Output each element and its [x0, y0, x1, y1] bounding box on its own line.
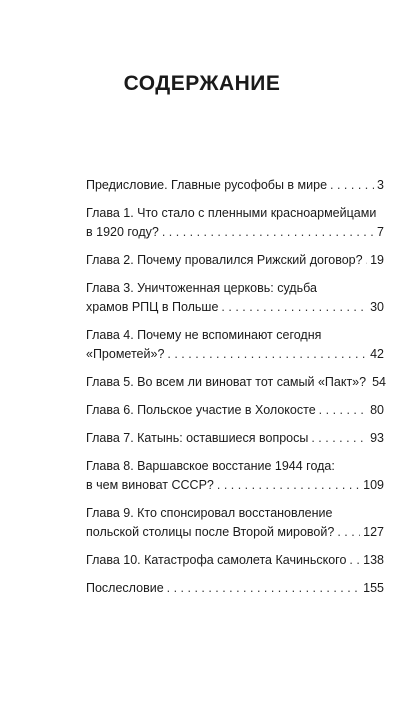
- dot-leader: [319, 401, 367, 420]
- toc-entry-line: [86, 279, 384, 298]
- toc-entry[interactable]: [86, 551, 384, 570]
- toc-entry-line: [86, 523, 384, 542]
- dot-leader: [167, 579, 360, 598]
- toc-entry-line: [86, 204, 384, 223]
- toc-entry-title: Глава 10. Катастрофа самолета Качиньского: [86, 553, 347, 567]
- toc-entry[interactable]: [86, 326, 384, 364]
- toc-page-number: 3: [377, 178, 384, 192]
- toc-entry[interactable]: [86, 457, 384, 495]
- toc-entry-line: [86, 579, 384, 598]
- toc-entry-title: Глава 1. Что стало с пленными красноармейцами: [86, 206, 377, 220]
- toc-entry-line: [86, 551, 384, 570]
- toc-entry[interactable]: [86, 279, 384, 317]
- toc-entry[interactable]: [86, 373, 384, 392]
- toc-entry-title: Глава 2. Почему провалился Рижский договор?: [86, 253, 363, 267]
- dot-leader: [366, 251, 368, 270]
- toc-entry-line: [86, 298, 384, 317]
- toc-entry-title: Глава 7. Катынь: оставшиеся вопросы: [86, 431, 309, 445]
- dot-leader: [337, 523, 360, 542]
- dot-leader: [349, 551, 360, 570]
- table-of-contents: [86, 176, 384, 607]
- dot-leader: [221, 298, 367, 317]
- toc-page-number: 127: [363, 525, 384, 539]
- toc-entry-title: храмов РПЦ в Польше: [86, 300, 219, 314]
- toc-page-number: 109: [363, 478, 384, 492]
- toc-entry-title: Глава 8. Варшавское восстание 1944 года:: [86, 459, 335, 473]
- toc-entry-title: Глава 3. Уничтоженная церковь: судьба: [86, 281, 317, 295]
- toc-entry-line: [86, 223, 384, 242]
- toc-entry-title: в 1920 году?: [86, 225, 159, 239]
- dot-leader: [311, 429, 367, 448]
- toc-entry-title: Послесловие: [86, 581, 164, 595]
- toc-entry[interactable]: [86, 401, 384, 420]
- toc-page-number: 7: [377, 225, 384, 239]
- toc-entry-line: [86, 504, 384, 523]
- toc-entry-line: [86, 457, 384, 476]
- toc-entry-line: [86, 476, 384, 495]
- toc-entry-title: «Прометей»?: [86, 347, 165, 361]
- toc-entry-line: [86, 251, 384, 270]
- toc-entry-title: Предисловие. Главные русофобы в мире: [86, 178, 328, 192]
- toc-entry-title: польской столицы после Второй мировой?: [86, 525, 335, 539]
- toc-page-number: 54: [372, 375, 386, 389]
- page-title: СОДЕРЖАНИЕ: [123, 72, 281, 95]
- toc-entry-title: в чем виноват СССР?: [86, 478, 214, 492]
- toc-entry-line: [86, 373, 384, 392]
- toc-entry[interactable]: [86, 176, 384, 195]
- toc-entry-line: [86, 176, 384, 195]
- toc-entry[interactable]: [86, 204, 384, 242]
- toc-entry-title: Глава 9. Кто спонсировал восстановление: [86, 506, 333, 520]
- toc-page-number: 93: [370, 431, 384, 445]
- toc-entry[interactable]: [86, 251, 384, 270]
- toc-entry[interactable]: [86, 429, 384, 448]
- toc-page-number: 155: [363, 581, 384, 595]
- toc-entry[interactable]: [86, 579, 384, 598]
- toc-page-number: 30: [370, 300, 384, 314]
- dot-leader: [217, 476, 360, 495]
- toc-entry-line: [86, 326, 384, 345]
- dot-leader: [330, 176, 374, 195]
- dot-leader: [167, 345, 367, 364]
- toc-entry-title: Глава 4. Почему не вспоминают сегодня: [86, 328, 322, 342]
- toc-entry[interactable]: [86, 504, 384, 542]
- toc-entry-line: [86, 401, 384, 420]
- toc-entry-title: Глава 5. Во всем ли виноват тот самый «Пакт»?: [86, 375, 367, 389]
- toc-entry-line: [86, 345, 384, 364]
- toc-page-number: 42: [370, 347, 384, 361]
- dot-leader: [162, 223, 374, 242]
- toc-entry-title: Глава 6. Польское участие в Холокосте: [86, 403, 316, 417]
- toc-entry-line: [86, 429, 384, 448]
- toc-page-number: 138: [363, 553, 384, 567]
- toc-page-number: 19: [370, 253, 384, 267]
- toc-page-number: 80: [370, 403, 384, 417]
